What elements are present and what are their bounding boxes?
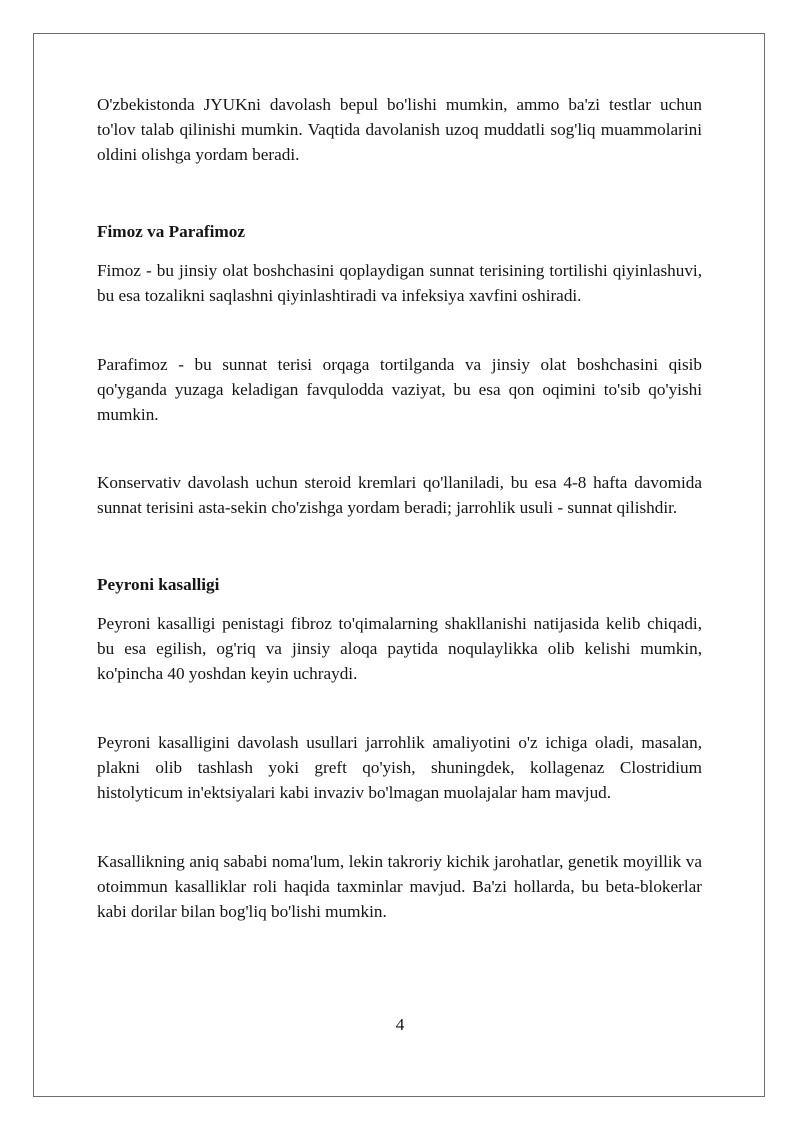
paragraph-treatment-cost: O'zbekistonda JYUKni davolash bepul bo'lishi mumkin, ammo ba'zi testlar uchun to'lov talab qilinishi mumkin. Vaqtida davolanish uzoq muddatli sog'liq muammolarini oldini olishga yordam beradi.: [97, 95, 702, 164]
paragraph-conservative-treatment: Konservativ davolash uchun steroid kremlari qo'llaniladi, bu esa 4-8 hafta davomida sunnat terisini asta-sekin cho'zishga yordam beradi; jarrohlik usuli - sunnat qilishdir.: [97, 473, 702, 517]
paragraph-parafimoz: Parafimoz - bu sunnat terisi orqaga tortilganda va jinsiy olat boshchasini qisib qo'yganda yuzaga keladigan favqulodda vaziyat, bu esa qon oqimini to'sib qo'yishi mumkin.: [97, 355, 702, 424]
paragraph-peyroni-cause: Peyroni kasalligi penistagi fibroz to'qimalarning shakllanishi natijasida kelib chiqadi, bu esa egilish, og'riq va jinsiy aloqa paytida noqulaylikka olib kelishi mumkin, ko'pincha 40 yoshdan keyin uchraydi.: [97, 614, 702, 683]
page-number: 4: [395, 1015, 405, 1034]
page-content: [97, 92, 702, 924]
paragraph-peyroni-treatment: Peyroni kasalligini davolash usullari jarrohlik amaliyotini o'z ichiga oladi, masalan, plakni olib tashlash yoki greft qo'yish, shuningdek, kollagenaz Clostridium histolyticum in'ektsiyalari kabi invaziv bo'lmagan muolajalar ham mavjud.: [97, 733, 702, 802]
paragraph-disease-cause: Kasallikning aniq sababi noma'lum, lekin takroriy kichik jarohatlar, genetik moyillik va otoimmun kasalliklar roli haqida taxminlar mavjud. Ba'zi hollarda, bu beta-blokerlar kabi dorilar bilan bog'liq bo'lishi mumkin.: [97, 852, 702, 921]
heading-fimoz-parafimoz: Fimoz va Parafimoz: [97, 222, 245, 241]
heading-peyroni: Peyroni kasalligi: [97, 575, 220, 594]
paragraph-fimoz: Fimoz - bu jinsiy olat boshchasini qoplaydigan sunnat terisining tortilishi qiyinlashuvi, bu esa tozalikni saqlashni qiyinlashtiradi va infeksiya xavfini oshiradi.: [97, 261, 702, 305]
